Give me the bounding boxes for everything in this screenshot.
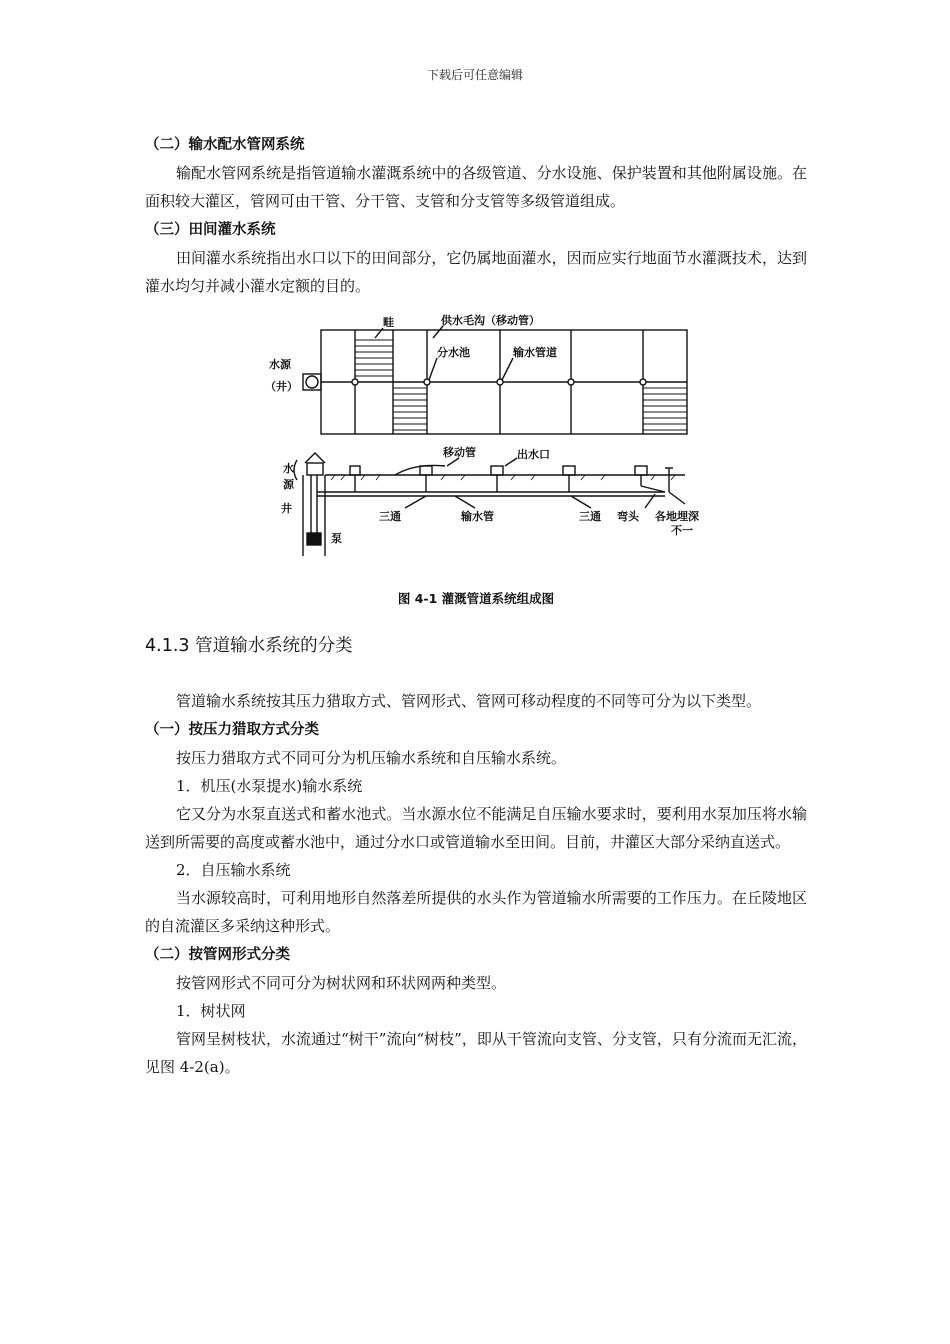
irrigation-diagram — [255, 308, 725, 558]
paragraph-by-pressure: 按压力猎取方式不同可分为机压输水系统和自压输水系统。 — [176, 749, 567, 767]
section-title: 4.1.3 管道输水系统的分类 — [145, 636, 353, 656]
label-elbow: 弯头 — [617, 510, 639, 523]
label-pump: 泵 — [331, 532, 342, 545]
label-depth-2: 不一 — [671, 524, 693, 537]
irrigation-system-figure — [145, 308, 807, 573]
label-well-paren: （井） — [265, 380, 298, 393]
label-diversion-pool: 分水池 — [437, 346, 470, 359]
label-water-source: 水源 — [269, 358, 291, 371]
heading-by-pressure: （一）按压力猎取方式分类 — [145, 721, 319, 738]
label-source-vertical-2: 源 — [283, 478, 294, 491]
label-main-pipe-top: 输水管道 — [513, 346, 557, 359]
label-tee-1: 三通 — [379, 510, 401, 523]
item-pump-pressure: 1．机压(水泵提水)输水系统 — [176, 777, 363, 795]
label-pipe: 输水管 — [461, 510, 494, 523]
heading-field-irrigation: （三）田间灌水系统 — [145, 221, 276, 238]
paragraph-intro: 管道输水系统按其压力猎取方式、管网形式、管网可移动程度的不同等可分为以下类型。 — [176, 692, 762, 710]
paragraph-field-irrigation: 田间灌水系统指出水口以下的田间部分，它仍属地面灌水，因而应实行地面节水灌溉技术，达到灌水均匀并减小灌水定额的目的。 — [145, 249, 807, 295]
label-well: 井 — [281, 502, 292, 515]
figure-caption: 图 4-1 灌溉管道系统组成图 — [397, 591, 555, 606]
label-supply-ditch: 供水毛沟（移动管） — [441, 314, 540, 327]
heading-by-network: （二）按管网形式分类 — [145, 946, 290, 963]
paragraph-by-network: 按管网形式不同可分为树状网和环状网两种类型。 — [176, 974, 507, 992]
item-tree-network: 1．树状网 — [176, 1002, 246, 1020]
item-gravity: 2．自压输水系统 — [176, 861, 291, 879]
label-depth-1: 各地埋深 — [655, 510, 699, 523]
page-header: 下载后可任意编辑 — [426, 68, 523, 82]
label-ridge: 畦 — [383, 316, 394, 329]
paragraph-conveyance-network: 输配水管网系统是指管道输水灌溉系统中的各级管道、分水设施、保护装置和其他附属设施。在面积较大灌区，管网可由干管、分干管、支管和分支管等多级管道组成。 — [145, 164, 807, 210]
label-movable-pipe: 移动管 — [443, 446, 476, 459]
paragraph-tree-network: 管网呈树枝状，水流通过“树干”流向“树枝”，即从干管流向支管、分支管，只有分流而无汇流，见图 4-2(a)。 — [145, 1030, 807, 1076]
label-tee-2: 三通 — [579, 510, 601, 523]
document-body — [145, 130, 807, 1081]
heading-conveyance-network: （二）输水配水管网系统 — [145, 136, 305, 153]
label-source-vertical-1: 水 — [283, 462, 294, 475]
label-outlet: 出水口 — [517, 448, 550, 461]
paragraph-pump-pressure: 它又分为水泵直送式和蓄水池式。当水源水位不能满足自压输水要求时，要利用水泵加压将水输送到所需要的高度或蓄水池中，通过分水口或管道输水至田间。目前，井灌区大部分采纳直送式。 — [145, 805, 807, 851]
section-view — [294, 453, 685, 556]
paragraph-gravity: 当水源较高时，可利用地形自然落差所提供的水头作为管道输水所需要的工作压力。在丘陵地区的自流灌区多采纳这种形式。 — [145, 889, 807, 935]
